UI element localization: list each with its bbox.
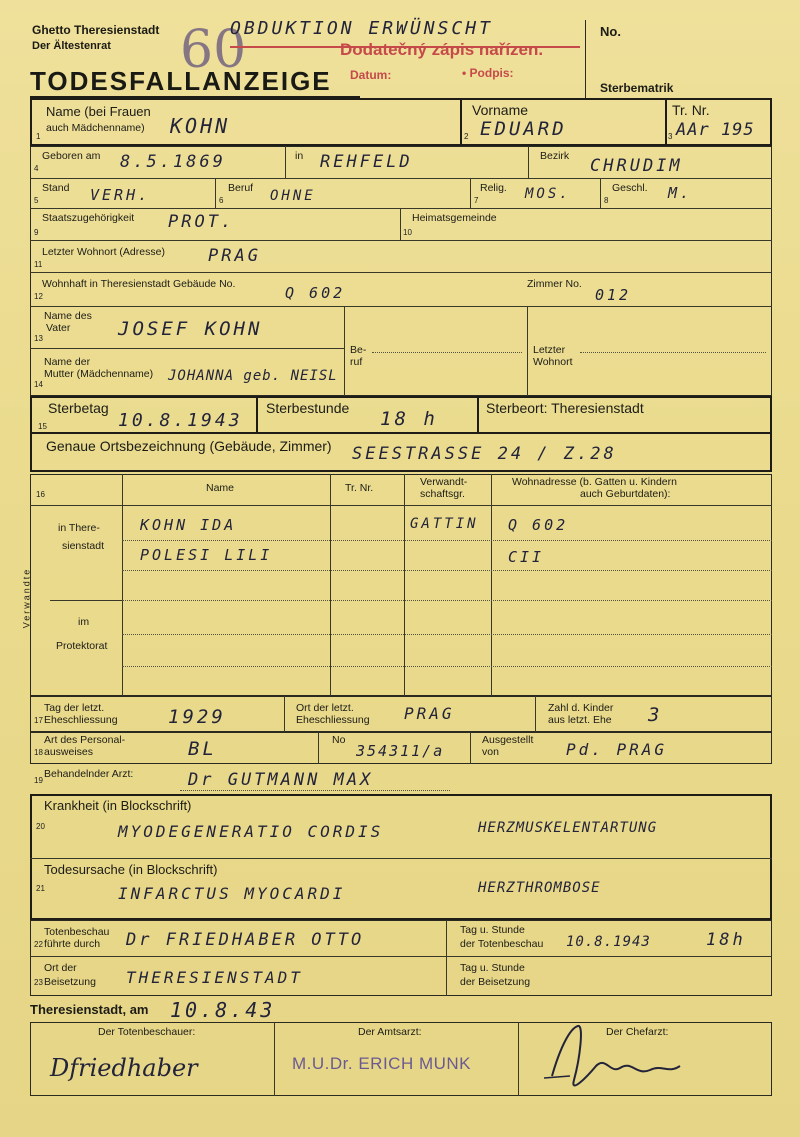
relative-1-name: KOHN IDA bbox=[140, 516, 237, 534]
todesursache-label: Todesursache (in Blockschrift) bbox=[44, 862, 218, 877]
name-label: Name (bei Frauen bbox=[46, 104, 151, 119]
art-value: BL bbox=[188, 738, 217, 760]
trnr-label: Tr. Nr. bbox=[672, 102, 710, 118]
col-trnr: Tr. Nr. bbox=[345, 482, 374, 494]
sterbeort-label: Sterbeort: Theresienstadt bbox=[486, 400, 644, 416]
field-number: 17 bbox=[34, 716, 43, 725]
relative-1-verw: GATTIN bbox=[410, 516, 479, 532]
beisetzung-label-1: Ort der bbox=[44, 962, 77, 974]
vorname-value: EDUARD bbox=[480, 118, 567, 140]
field-number: 12 bbox=[34, 292, 43, 301]
obduktion-stamp: OBDUKTION ERWÜNSCHT bbox=[230, 18, 493, 39]
sterbetag-label: Sterbetag bbox=[48, 400, 109, 416]
bezirk-label: Bezirk bbox=[540, 150, 570, 162]
stamp-strikeline bbox=[230, 46, 580, 48]
amtsarzt-label: Der Amtsarzt: bbox=[358, 1026, 422, 1038]
name-label-2: auch Mädchenname) bbox=[46, 122, 145, 134]
sterbetag-value: 10.8.1943 bbox=[118, 410, 243, 431]
personal-data-box bbox=[30, 146, 772, 396]
ausweis-no-label: No bbox=[332, 734, 346, 746]
ausgestellt-value: Pd. PRAG bbox=[566, 740, 668, 759]
todesursache-value-2: HERZTHROMBOSE bbox=[478, 880, 601, 896]
field-number: 6 bbox=[219, 196, 224, 205]
field-number: 21 bbox=[36, 884, 45, 893]
letzter-label-2: Wohnort bbox=[533, 356, 573, 368]
tag-ehe-label-2: Eheschliessung bbox=[44, 714, 118, 726]
field-number: 5 bbox=[34, 196, 39, 205]
col-wohn-1: Wohnadresse (b. Gatten u. Kindern bbox=[512, 476, 677, 488]
signature-chefarzt bbox=[540, 1018, 700, 1098]
col-name: Name bbox=[206, 482, 235, 494]
field-number: 20 bbox=[36, 822, 45, 831]
col-wohn-2: auch Geburtdaten): bbox=[580, 488, 671, 500]
geschl-label: Geschl. bbox=[612, 182, 648, 194]
tag-beisetzung-label-1: Tag u. Stunde bbox=[460, 962, 525, 974]
verwandte-label: Verwandte bbox=[21, 567, 32, 629]
beisetzung-label-2: Beisetzung bbox=[44, 976, 96, 988]
bezirk-value: CHRUDIM bbox=[590, 156, 683, 176]
field-number: 19 bbox=[34, 776, 43, 785]
signature-totenbeschauer: Dfriedhaber bbox=[50, 1054, 198, 1082]
art-label-1: Art des Personal- bbox=[44, 734, 126, 746]
relative-2-wohn: CII bbox=[508, 548, 545, 566]
ort-ehe-label-2: Eheschliessung bbox=[296, 714, 370, 726]
chefarzt-label: Der Chefarzt: bbox=[606, 1026, 669, 1038]
vorname-label: Vorname bbox=[472, 102, 529, 118]
staat-value: PROT. bbox=[168, 212, 235, 232]
geboren-label: Geboren am bbox=[42, 150, 101, 162]
stand-label: Stand bbox=[42, 182, 70, 194]
field-number: 23 bbox=[34, 978, 43, 987]
field-number: 18 bbox=[34, 748, 43, 757]
field-number: 13 bbox=[34, 334, 43, 343]
col-verw-2: schaftsgr. bbox=[420, 488, 465, 500]
field-number: 7 bbox=[474, 196, 479, 205]
birthplace-value: REHFELD bbox=[320, 152, 413, 172]
beruf-label-2: ruf bbox=[350, 356, 363, 368]
geschl-value: M. bbox=[668, 184, 693, 202]
field-number: 10 bbox=[403, 228, 412, 237]
no-label: No. bbox=[600, 24, 621, 39]
in-there-1: in There- bbox=[58, 522, 100, 534]
heimat-label: Heimatsgemeinde bbox=[412, 212, 497, 224]
ausweis-no-value: 354311/a bbox=[356, 742, 445, 760]
relig-value: MOS. bbox=[525, 186, 571, 202]
field-number: 22 bbox=[34, 940, 43, 949]
todesursache-value-1: INFARCTUS MYOCARDI bbox=[118, 884, 346, 903]
field-number: 3 bbox=[668, 132, 673, 141]
wohnort-label: Letzter Wohnort (Adresse) bbox=[42, 246, 165, 258]
im-label: im bbox=[78, 616, 90, 628]
vater-label-1: Name des bbox=[44, 310, 92, 322]
stamp-datum: Datum: bbox=[350, 68, 392, 82]
tag-totenbeschau-label-1: Tag u. Stunde bbox=[460, 924, 525, 936]
mutter-value: JOHANNA geb. NEISL bbox=[168, 368, 338, 384]
ausgestellt-label-2: von bbox=[482, 746, 499, 758]
in-label: in bbox=[295, 150, 304, 162]
relative-2-name: POLESI LILI bbox=[140, 546, 273, 564]
document-title: TODESFALLANZEIGE bbox=[30, 66, 332, 96]
place-date-value: 10.8.43 bbox=[170, 998, 276, 1022]
staat-label: Staatszugehörigkeit bbox=[42, 212, 135, 224]
in-there-2: sienstadt bbox=[62, 540, 105, 552]
relig-label: Relig. bbox=[480, 182, 507, 194]
field-number: 1 bbox=[36, 132, 41, 141]
beruf-label: Beruf bbox=[228, 182, 254, 194]
mutter-label-2: Mutter (Mädchenname) bbox=[44, 368, 154, 380]
ortsbezeichnung-label: Genaue Ortsbezeichnung (Gebäude, Zimmer) bbox=[46, 438, 332, 454]
mutter-label-1: Name der bbox=[44, 356, 91, 368]
letzter-label-1: Letzter bbox=[533, 344, 566, 356]
field-number: 11 bbox=[34, 260, 43, 269]
arzt-label: Behandelnder Arzt: bbox=[44, 768, 134, 780]
zimmer-label: Zimmer No. bbox=[527, 278, 582, 290]
field-number: 15 bbox=[38, 422, 47, 431]
ausgestellt-label-1: Ausgestellt bbox=[482, 734, 534, 746]
tag-totenbeschau-label-2: der Totenbeschau bbox=[460, 938, 544, 950]
sterbematrik-label: Sterbematrik bbox=[600, 81, 674, 95]
wohnhaft-label: Wohnhaft in Theresienstadt Gebäude No. bbox=[42, 278, 236, 290]
field-number: 14 bbox=[34, 380, 43, 389]
ortsbezeichnung-value: SEESTRASSE 24 / Z.28 bbox=[352, 444, 617, 464]
tag-ehe-label-1: Tag der letzt. bbox=[44, 702, 105, 714]
totenbeschauer-label: Der Totenbeschauer: bbox=[98, 1026, 196, 1038]
kinder-label-1: Zahl d. Kinder bbox=[548, 702, 614, 714]
beruf-label-1: Be- bbox=[350, 344, 367, 356]
krankheit-label: Krankheit (in Blockschrift) bbox=[44, 798, 192, 813]
tag-beisetzung-label-2: der Beisetzung bbox=[460, 976, 531, 988]
handwritten-60: 60 bbox=[180, 20, 247, 80]
kinder-value: 3 bbox=[648, 704, 663, 726]
gebaeude-value: Q 602 bbox=[285, 284, 346, 302]
vater-value: JOSEF KOHN bbox=[118, 318, 263, 340]
beisetzung-value: THERESIENSTADT bbox=[126, 968, 303, 987]
field-number: 4 bbox=[34, 164, 39, 173]
field-number: 16 bbox=[36, 490, 45, 499]
stamp-podpis: • Podpis: bbox=[462, 66, 514, 80]
amtsarzt-stamp: M.U.Dr. ERICH MUNK bbox=[292, 1054, 471, 1073]
krankheit-value-1: MYODEGENERATIO CORDIS bbox=[118, 822, 384, 841]
council-label: Der Ältestenrat bbox=[32, 40, 111, 52]
totenbeschau-value: Dr FRIEDHABER OTTO bbox=[126, 930, 365, 950]
tag-totenbeschau-value: 10.8.1943 bbox=[566, 934, 651, 950]
relative-1-wohn: Q 602 bbox=[508, 516, 569, 534]
ort-ehe-label-1: Ort der letzt. bbox=[296, 702, 354, 714]
sterbestunde-value: 18 h bbox=[380, 408, 438, 430]
place-label: Theresienstadt, am bbox=[30, 1002, 149, 1017]
protektorat-label: Protektorat bbox=[56, 640, 108, 652]
totenbeschau-label-1: Totenbeschau bbox=[44, 926, 110, 938]
zimmer-value: 012 bbox=[595, 286, 632, 304]
beruf-value: OHNE bbox=[270, 188, 316, 204]
sterbestunde-label: Sterbestunde bbox=[266, 400, 350, 416]
relatives-table bbox=[30, 474, 772, 696]
geboren-value: 8.5.1869 bbox=[120, 152, 226, 172]
surname-value: KOHN bbox=[170, 114, 231, 138]
stand-value: VERH. bbox=[90, 186, 151, 204]
kinder-label-2: aus letzt. Ehe bbox=[548, 714, 612, 726]
wohnort-value: PRAG bbox=[208, 246, 261, 266]
vater-label-2: Vater bbox=[46, 322, 71, 334]
krankheit-value-2: HERZMUSKELENTARTUNG bbox=[478, 820, 658, 836]
tag-ehe-value: 1929 bbox=[168, 706, 226, 728]
art-label-2: ausweises bbox=[44, 746, 94, 758]
col-verw-1: Verwandt- bbox=[420, 476, 468, 488]
field-number: 8 bbox=[604, 196, 609, 205]
ghetto-label: Ghetto Theresienstadt bbox=[32, 23, 160, 37]
totenbeschau-label-2: führte durch bbox=[44, 938, 101, 950]
stunde-totenbeschau-value: 18h bbox=[706, 930, 746, 950]
field-number: 2 bbox=[464, 132, 469, 141]
field-number: 9 bbox=[34, 228, 39, 237]
ort-ehe-value: PRAG bbox=[404, 704, 455, 723]
trnr-value: AAr 195 bbox=[676, 120, 755, 140]
czech-stamp: Dodatečný zápis nařízen. bbox=[340, 40, 544, 59]
arzt-value: Dr GUTMANN MAX bbox=[188, 770, 374, 790]
